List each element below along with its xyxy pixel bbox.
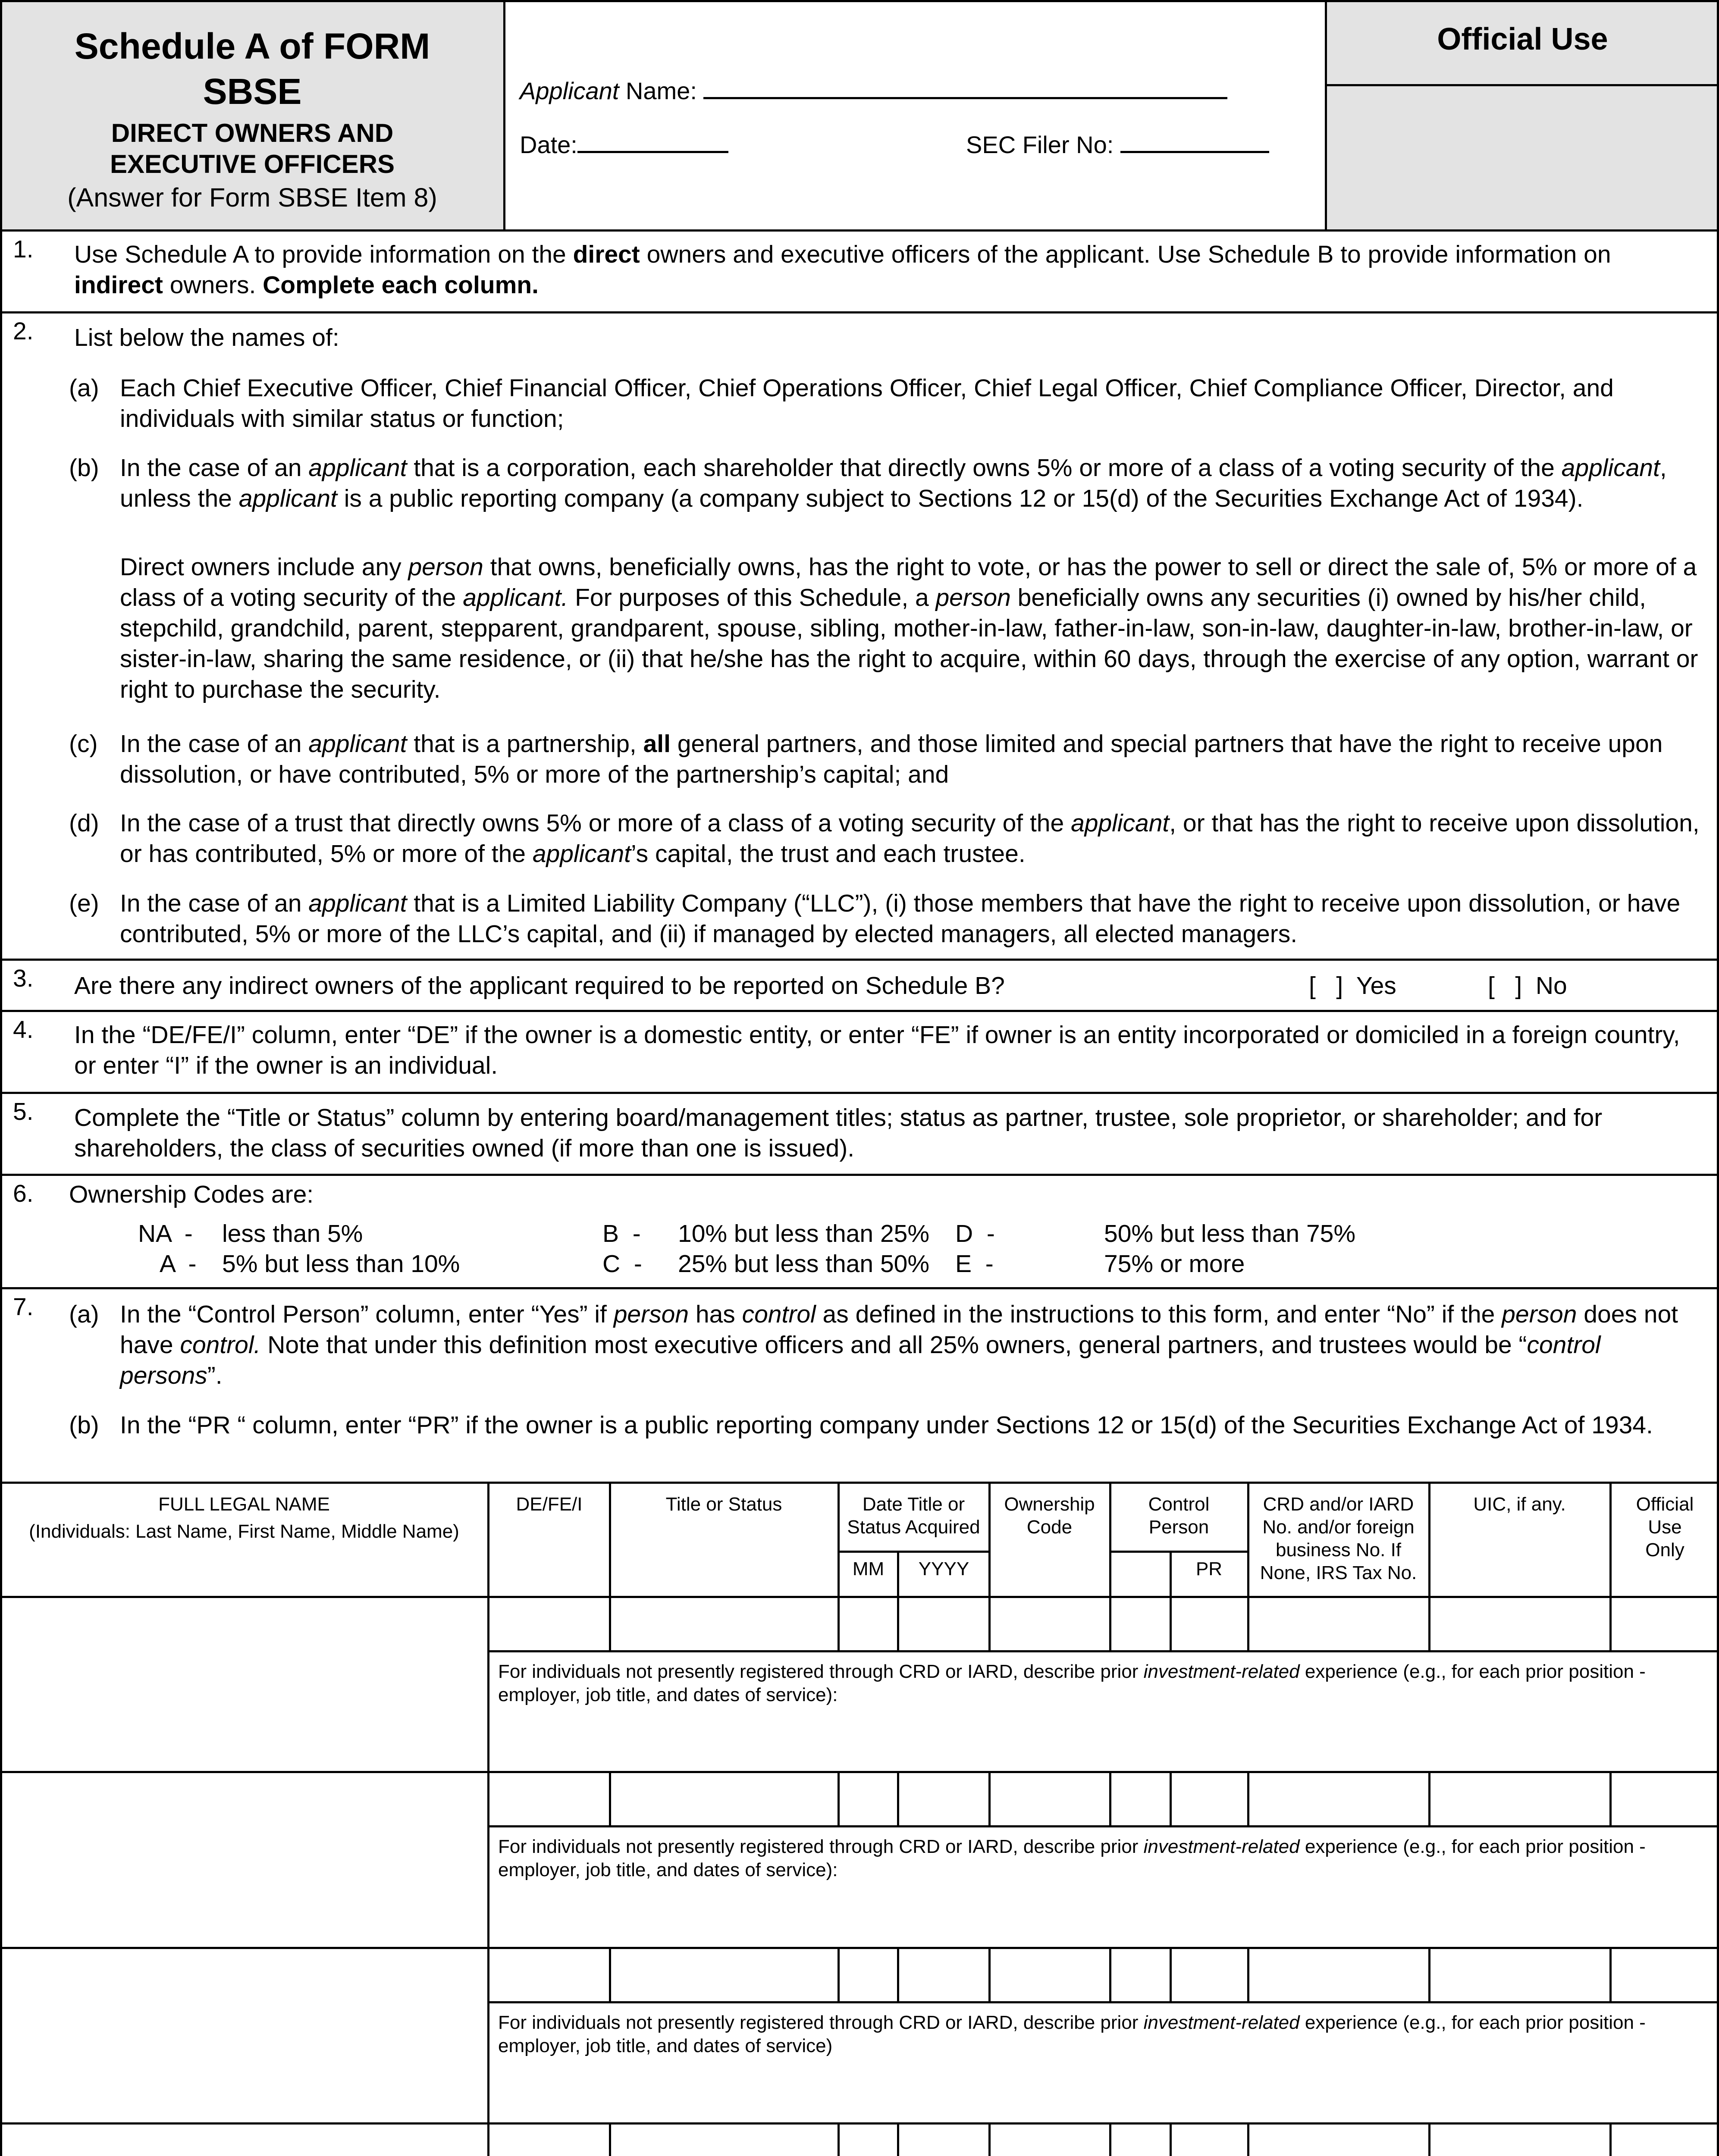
- table-line: [609, 2122, 611, 2156]
- col-header-official-use-only: Official Use Only: [1636, 1494, 1694, 1561]
- ownership-code-desc: 5% but less than 10%: [222, 1250, 460, 1278]
- table-line: [1428, 1482, 1430, 1597]
- header-divider: [1325, 0, 1327, 232]
- item-7a-text: In the “Control Person” column, enter “Yes” if person has control as defined in the instructions to this form, and enter “No” if the person does not have control. Note that under this definition most executive officers and all 25% owners, general partners, and trustees would be “control persons”.: [120, 1300, 1678, 1389]
- sub-label: (b): [69, 454, 99, 482]
- ownership-code-desc: 25% but less than 50%: [678, 1250, 930, 1278]
- col-header-title-status: Title or Status: [665, 1494, 782, 1515]
- sub-label: (e): [69, 890, 99, 917]
- item-2a-text: Each Chief Executive Officer, Chief Financial Officer, Chief Operations Officer, Chief Legal Officer, Chief Compliance Officer, Director, and individuals with similar status or function;: [120, 374, 1614, 432]
- table-line: [487, 1825, 1719, 1827]
- table-line: [838, 1771, 840, 1827]
- item-number: 3.: [13, 965, 34, 992]
- row-3-experience-field[interactable]: For individuals not presently registered through CRD or IARD, describe prior investment-related experience (e.g., for each prior position - employer, job title, and dates of service): [498, 2012, 1646, 2056]
- header-bottom-line: [0, 229, 1719, 232]
- table-line: [487, 2001, 1719, 2003]
- table-line: [1609, 2122, 1612, 2156]
- ownership-code-desc: less than 5%: [222, 1220, 363, 1247]
- table-line: [1428, 1771, 1430, 1827]
- item-1-text: Use Schedule A to provide information on the direct owners and executive officers of the applicant. Use Schedule B to provide information on indirect owners. Complete each column.: [74, 241, 1611, 299]
- table-line: [1428, 1947, 1430, 2002]
- item-2b-text: In the case of an applicant that is a corporation, each shareholder that directly owns 5% or more of a class of a voting security of the applicant, unless the applicant is a public reporting company (a company subject to Sections 12 or 15(d) of the Securities Exchange Act of 1934).: [120, 454, 1667, 512]
- sub-label: (a): [69, 1300, 99, 1328]
- row-2-name-input[interactable]: [0, 1773, 486, 1946]
- table-line: [1247, 1771, 1249, 1827]
- frame-left: [0, 0, 2, 2156]
- col-header-crd-iard: CRD and/or IARD No. and/or foreign business No. If None, IRS Tax No.: [1260, 1494, 1417, 1583]
- section-divider: [0, 959, 1719, 961]
- table-line: [487, 1650, 1719, 1652]
- col-header-yyyy: YYYY: [918, 1558, 969, 1579]
- item-number: 5.: [13, 1098, 34, 1125]
- item-number: 7.: [13, 1293, 34, 1321]
- item-number: 6.: [13, 1180, 34, 1207]
- item-3-text: Are there any indirect owners of the applicant required to be reported on Schedule B?: [74, 972, 1005, 1000]
- row-1-experience-field[interactable]: For individuals not presently registered through CRD or IARD, describe prior investment-related experience (e.g., for each prior position - employer, job title, and dates of service):: [498, 1661, 1646, 1705]
- ownership-code: D -: [955, 1220, 995, 1247]
- row-4-name-input[interactable]: [0, 2125, 486, 2156]
- ownership-code: A -: [160, 1250, 197, 1278]
- item-2d-text: In the case of a trust that directly owns 5% or more of a class of a voting security of the applicant, or that has the right to receive upon dissolution, or has contributed, 5% or more of the applicant’s capital, the trust and each trustee.: [120, 809, 1700, 868]
- form-title: Schedule A of FORM SBSE DIRECT OWNERS AND EXECUTIVE OFFICERS (Answer for Form SBSE Item 8): [67, 26, 437, 212]
- row-2-experience-field[interactable]: For individuals not presently registered through CRD or IARD, describe prior investment-related experience (e.g., for each prior position - employer, job title, and dates of service):: [498, 1836, 1646, 1880]
- table-line: [1247, 2122, 1249, 2156]
- table-line: [838, 1482, 840, 1597]
- table-line: [838, 1947, 840, 2002]
- table-top-line: [0, 1482, 1719, 1484]
- table-line: [609, 1482, 611, 1597]
- frame-right: [1717, 0, 1719, 2156]
- sec-filer-field[interactable]: SEC Filer No:: [966, 129, 1269, 159]
- table-line: [1428, 2122, 1430, 2156]
- table-line: [1247, 1596, 1249, 1651]
- table-line: [1170, 1551, 1172, 1597]
- row-1-name-input[interactable]: [0, 1598, 486, 1770]
- item-2-intro: List below the names of:: [74, 324, 339, 351]
- table-line: [988, 1596, 991, 1651]
- section-divider: [0, 1287, 1719, 1289]
- ownership-code: C -: [602, 1250, 642, 1278]
- section-divider: [0, 1010, 1719, 1012]
- table-line: [609, 1947, 611, 2002]
- table-line: [1609, 1482, 1612, 1597]
- table-line: [1170, 1947, 1172, 2002]
- table-line: [1428, 1596, 1430, 1651]
- table-line: [988, 1482, 991, 1597]
- item-2b-direct-owners: Direct owners include any person that owns, beneficially owns, has the right to vote, or has the power to sell or direct the sale of, 5% or more of a class of a voting security of the applicant. For purposes of this Schedule, a person beneficially owns any securities (i) owned by his/her child, stepchild, grandchild, parent, stepparent, grandparent, spouse, sibling, mother-in-law, father-in-law, son-in-law, daughter-in-law, brother-in-law, or sister-in-law, sharing the same residence, or (ii) that he/she has the right to acquire, within 60 days, through the exercise of any option, warrant or right to purchase the security.: [120, 553, 1698, 703]
- ownership-code: E -: [955, 1250, 994, 1278]
- col-header-uic: UIC, if any.: [1473, 1494, 1566, 1515]
- table-line: [1247, 1947, 1249, 2002]
- item-number: 4.: [13, 1016, 34, 1044]
- item-4-text: In the “DE/FE/I” column, enter “DE” if the owner is a domestic entity, or enter “FE” if owner is an entity incorporated or domiciled in a foreign country, or enter “I” if the owner is an individual.: [74, 1021, 1680, 1079]
- table-line: [1110, 1551, 1248, 1553]
- header-divider: [1326, 84, 1719, 86]
- table-line: [609, 1771, 611, 1827]
- item-number: 1.: [13, 235, 34, 263]
- table-line: [988, 1771, 991, 1827]
- table-line: [988, 2122, 991, 2156]
- table-line: [1170, 2122, 1172, 2156]
- table-line: [1109, 1482, 1111, 1597]
- item-7b-text: In the “PR “ column, enter “PR” if the owner is a public reporting company under Sections 12 or 15(d) of the Securities Exchange Act of 1934.: [120, 1411, 1653, 1439]
- table-line: [897, 1551, 899, 1597]
- table-line: [1609, 1947, 1612, 2002]
- item-2c-text: In the case of an applicant that is a partnership, all general partners, and those limited and special partners that have the right to receive upon dissolution, or have contributed, 5% or more of the partnership’s capital; and: [120, 730, 1663, 788]
- col-header-mm: MM: [852, 1558, 885, 1579]
- item-number: 2.: [13, 317, 34, 345]
- sub-label: (d): [69, 809, 99, 837]
- col-header-ownership-code: Ownership Code: [1004, 1494, 1095, 1538]
- col-header-pr: PR: [1195, 1558, 1223, 1579]
- sub-label: (c): [69, 730, 98, 758]
- table-line: [897, 1771, 899, 1827]
- table-line: [609, 1596, 611, 1651]
- table-line: [838, 2122, 840, 2156]
- section-divider: [0, 311, 1719, 313]
- col-header-control-person: Control Person: [1148, 1494, 1210, 1538]
- table-line: [988, 1947, 991, 2002]
- ownership-code: B -: [602, 1220, 641, 1247]
- ownership-code-desc: 10% but less than 25%: [678, 1220, 930, 1247]
- col-header-de-fe-i: DE/FE/I: [516, 1494, 583, 1515]
- col-header-full-legal-name: FULL LEGAL NAME (Individuals: Last Name, First Name, Middle Name): [29, 1494, 459, 1542]
- table-line: [839, 1551, 990, 1553]
- table-line: [897, 1947, 899, 2002]
- row-3-name-input[interactable]: [0, 1949, 486, 2122]
- table-line: [1109, 1771, 1111, 1827]
- item-5-text: Complete the “Title or Status” column by entering board/management titles; status as partner, trustee, sole proprietor, or shareholder; and for shareholders, the class of securities owned (if more than one is issued).: [74, 1104, 1603, 1162]
- table-line: [897, 1596, 899, 1651]
- table-line: [1109, 1596, 1111, 1651]
- frame-top: [0, 0, 1719, 2]
- item-6-text: Ownership Codes are:: [69, 1181, 314, 1208]
- table-line: [1609, 1771, 1612, 1827]
- col-header-date-acquired: Date Title or Status Acquired: [847, 1494, 980, 1538]
- schedule-b-no-checkbox[interactable]: [ ] No: [1488, 972, 1567, 1000]
- table-line: [1170, 1771, 1172, 1827]
- table-line: [1247, 1482, 1249, 1597]
- table-line: [838, 1596, 840, 1651]
- ownership-code-desc: 50% but less than 75%: [1104, 1220, 1356, 1247]
- sub-label: (b): [69, 1411, 99, 1439]
- sub-label: (a): [69, 374, 99, 402]
- date-field[interactable]: Date:: [520, 129, 728, 159]
- schedule-b-yes-checkbox[interactable]: [ ] Yes: [1309, 972, 1396, 1000]
- table-line: [487, 1482, 489, 2156]
- table-line: [897, 2122, 899, 2156]
- table-line: [1109, 2122, 1111, 2156]
- item-2e-text: In the case of an applicant that is a Limited Liability Company (“LLC”), (i) those members that have the right to receive upon dissolution, or have contributed, 5% or more of the LLC’s capital, and (ii) if managed by elected managers, all elected managers.: [120, 890, 1681, 948]
- section-divider: [0, 1174, 1719, 1176]
- table-line: [1109, 1947, 1111, 2002]
- ownership-code-desc: 75% or more: [1104, 1250, 1245, 1278]
- section-divider: [0, 1092, 1719, 1094]
- table-line: [1170, 1596, 1172, 1651]
- table-line: [1609, 1596, 1612, 1651]
- ownership-code: NA -: [138, 1220, 193, 1247]
- applicant-name-field[interactable]: Applicant Name:: [520, 75, 1227, 105]
- official-use-title: Official Use: [1437, 22, 1608, 56]
- header-divider: [503, 0, 505, 232]
